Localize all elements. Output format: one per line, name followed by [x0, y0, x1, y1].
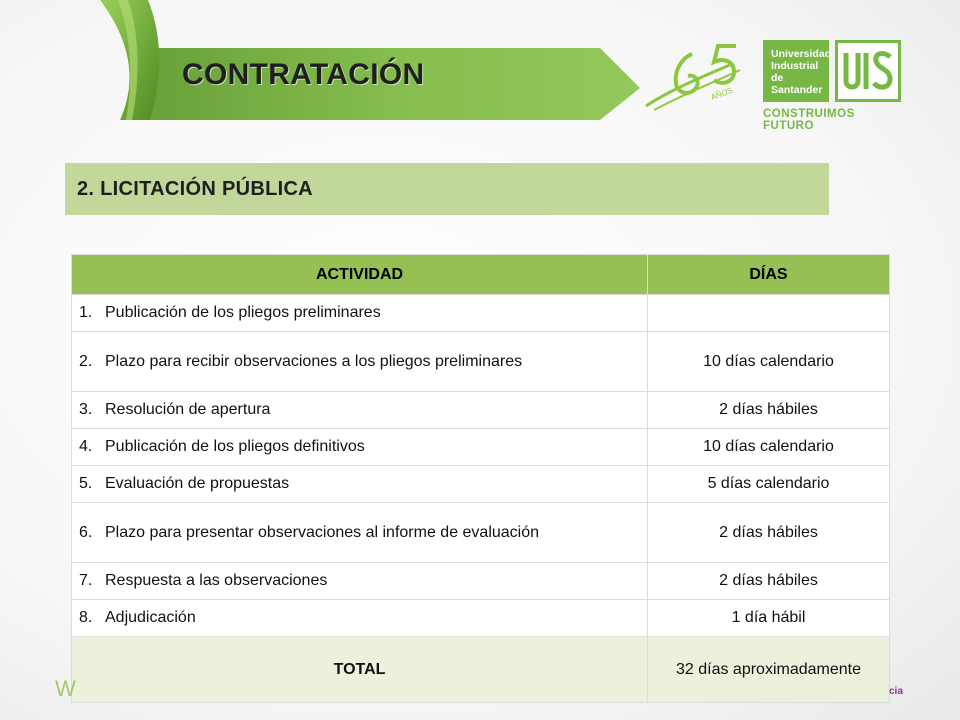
table-row: [72, 429, 890, 466]
activity-cell: [72, 503, 648, 563]
anniversary-word: AÑOS: [709, 85, 734, 102]
table-row: [72, 392, 890, 429]
activity-cell: [72, 295, 648, 332]
activity-text: Evaluación de propuestas: [105, 475, 290, 492]
activity-cell: [72, 600, 648, 637]
anniversary-65-logo: [640, 40, 752, 120]
row-number: 7.: [79, 572, 93, 589]
row-number: 2.: [79, 352, 93, 370]
row-number: 3.: [79, 401, 93, 418]
university-name-line: Industrial de: [771, 60, 819, 84]
activity-cell: [72, 563, 648, 600]
activities-table: [71, 254, 890, 703]
table-row: [72, 295, 890, 332]
activity-cell: [72, 332, 648, 392]
university-name-line: Santander: [771, 84, 823, 96]
days-cell: 1 día hábil: [648, 600, 890, 637]
footer-fragment-right: cia: [889, 686, 903, 697]
university-logo-box: [763, 40, 832, 102]
days-cell: 2 días hábiles: [648, 503, 890, 563]
days-cell: 2 días hábiles: [648, 392, 890, 429]
days-cell: 5 días calendario: [648, 466, 890, 503]
days-cell: 10 días calendario: [648, 332, 890, 392]
days-cell: 2 días hábiles: [648, 563, 890, 600]
table-row: [72, 466, 890, 503]
activity-text: Respuesta a las observaciones: [105, 572, 328, 589]
table-row: [72, 600, 890, 637]
column-header-activity: ACTIVIDAD: [72, 255, 648, 295]
column-header-days: DÍAS: [648, 255, 890, 295]
activity-text: Resolución de apertura: [105, 401, 271, 418]
table-header-row: [72, 255, 890, 295]
activity-text: Plazo para presentar observaciones al informe de evaluación: [105, 523, 540, 541]
uis-monogram-logo: [835, 40, 901, 102]
activity-text: Plazo para recibir observaciones a los pliegos preliminares: [105, 352, 523, 370]
section-title: 2. LICITACIÓN PÚBLICA: [77, 177, 313, 200]
university-name-line: Universidad: [771, 48, 832, 60]
page-title: CONTRATACIÓN: [182, 58, 425, 91]
row-number: 5.: [79, 475, 93, 492]
table-row: [72, 503, 890, 563]
table-row: [72, 563, 890, 600]
activity-cell: [72, 466, 648, 503]
row-number: 8.: [79, 609, 93, 626]
activity-cell: [72, 392, 648, 429]
row-number: 1.: [79, 304, 93, 321]
table-row: [72, 332, 890, 392]
days-cell: [648, 295, 890, 332]
total-label: TOTAL: [72, 637, 648, 703]
table-total-row: [72, 637, 890, 703]
uis-monogram-icon: [838, 43, 898, 99]
activity-cell: [72, 429, 648, 466]
total-days: 32 días aproximadamente: [648, 637, 890, 703]
section-heading-bar: [65, 163, 829, 215]
days-cell: 10 días calendario: [648, 429, 890, 466]
activity-text: Publicación de los pliegos definitivos: [105, 438, 365, 455]
university-tagline: CONSTRUIMOS FUTURO: [763, 108, 855, 132]
row-number: 4.: [79, 438, 93, 455]
footer-fragment-left: W: [55, 676, 76, 701]
activity-text: Adjudicación: [105, 609, 196, 626]
activity-text: Publicación de los pliegos preliminares: [105, 304, 381, 321]
row-number: 6.: [79, 523, 93, 541]
